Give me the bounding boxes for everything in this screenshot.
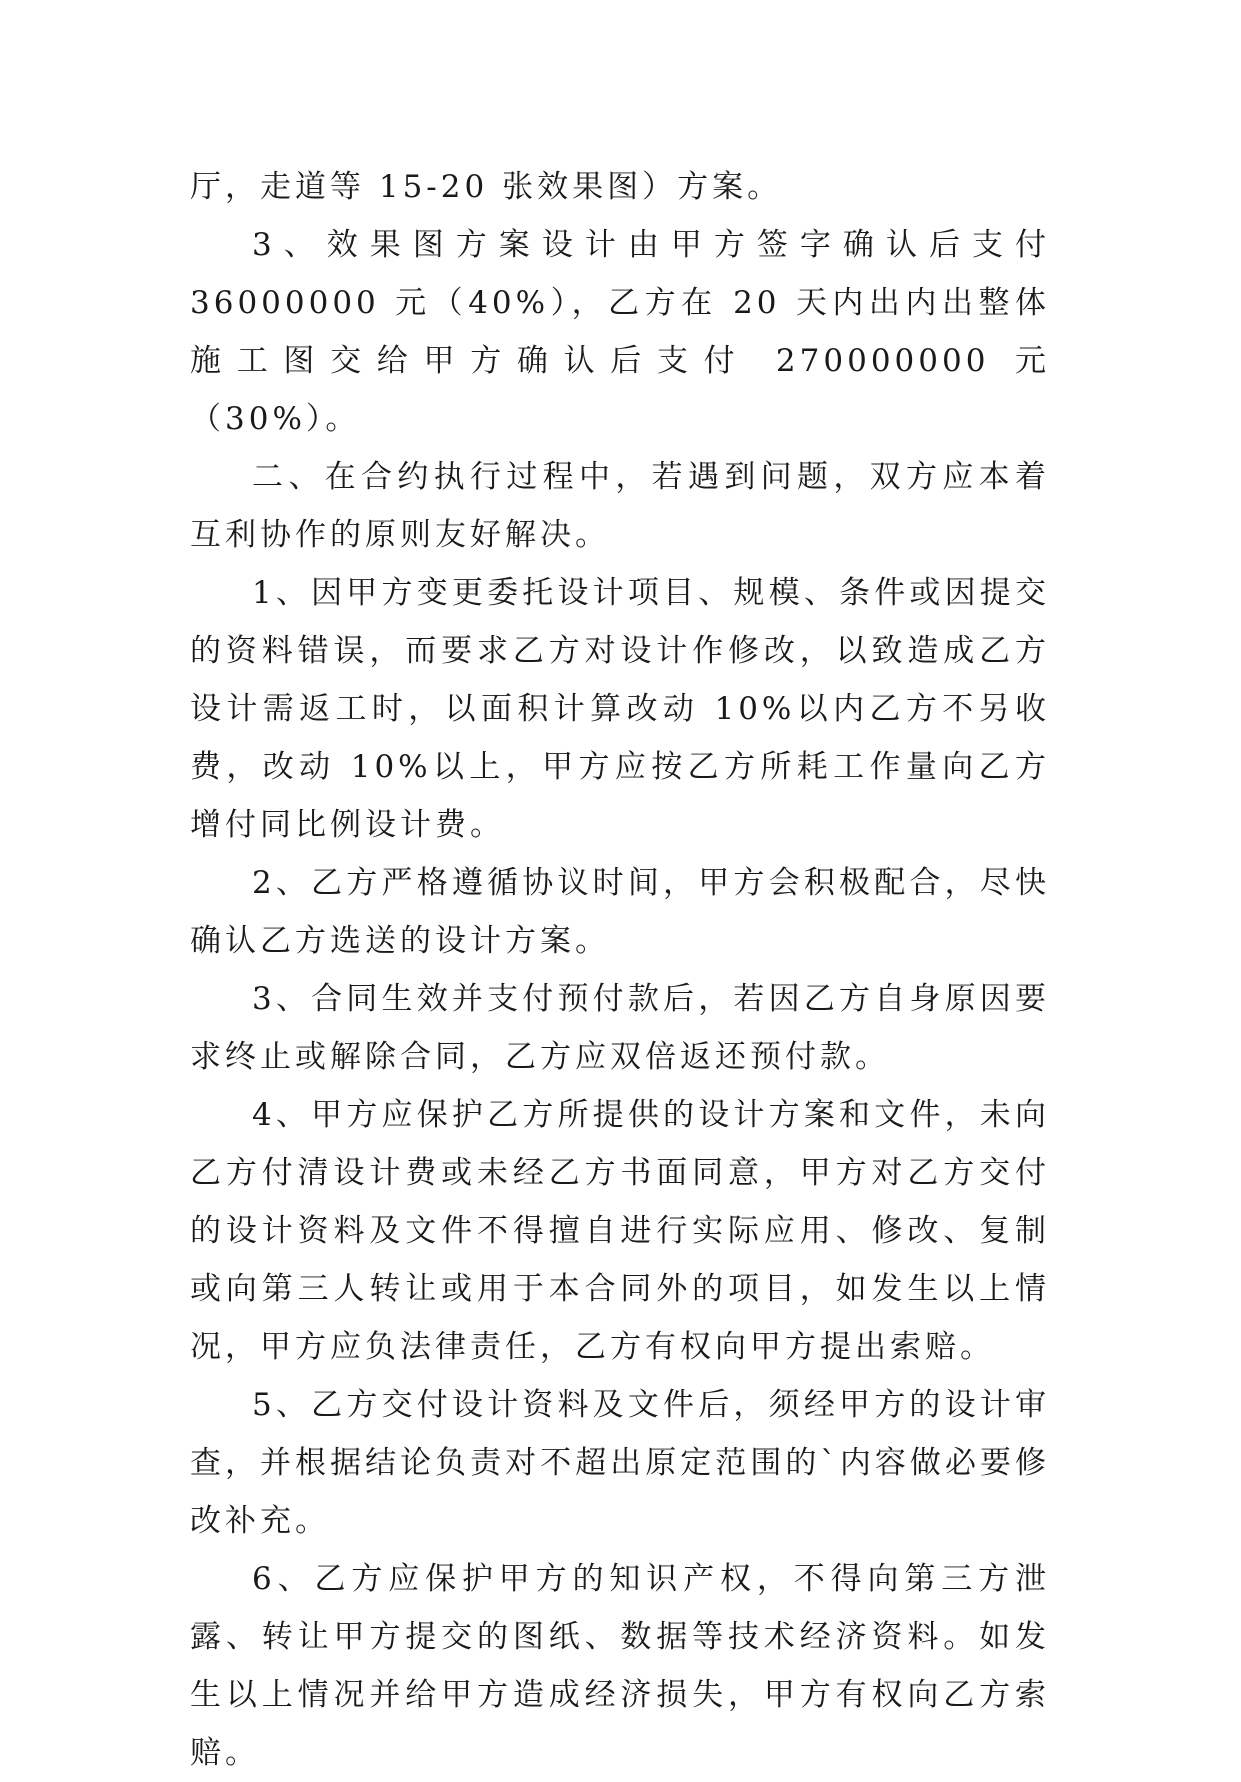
paragraph-clause-1: 1、因甲方变更委托设计项目、规模、条件或因提交的资料错误，而要求乙方对设计作修改，以致造成乙方设计需返工时，以面积计算改动 10%以内乙方不另收费，改动 10%以上，甲方应按乙方所耗工作量向乙方增付同比例设计费。: [190, 575, 1050, 843]
paragraph-clause-4: 4、甲方应保护乙方所提供的设计方案和文件，未向乙方付清设计费或未经乙方书面同意，甲方对乙方交付的设计资料及文件不得擅自进行实际应用、修改、复制或向第三人转让或用于本合同外的项目，如发生以上情况，甲方应负法律责任，乙方有权向甲方提出索赔。: [190, 1097, 1050, 1365]
paragraph-continuation: 厅，走道等 15-20 张效果图）方案。: [190, 169, 783, 205]
paragraph-clause-5: 5、乙方交付设计资料及文件后，须经甲方的设计审查，并根据结论负责对不超出原定范围的`内容做必要修改补充。: [190, 1387, 1050, 1539]
paragraph-clause-2: 2、乙方严格遵循协议时间，甲方会积极配合，尽快确认乙方选送的设计方案。: [190, 865, 1050, 959]
paragraph-clause-6: 6、乙方应保护甲方的知识产权，不得向第三方泄露、转让甲方提交的图纸、数据等技术经济资料。如发生以上情况并给甲方造成经济损失，甲方有权向乙方索赔。: [190, 1561, 1050, 1771]
paragraph-payment-terms: 3、效果图方案设计由甲方签字确认后支付 36000000 元（40%），乙方在 20 天内出内出整体施工图交给甲方确认后支付 270000000 元（30%）。: [190, 227, 1050, 437]
paragraph-clause-3: 3、合同生效并支付预付款后，若因乙方自身原因要求终止或解除合同，乙方应双倍返还预付款。: [190, 981, 1050, 1075]
paragraph-section-two-heading: 二、在合约执行过程中，若遇到问题，双方应本着互利协作的原则友好解决。: [190, 459, 1050, 553]
document-body: [190, 158, 1050, 1782]
